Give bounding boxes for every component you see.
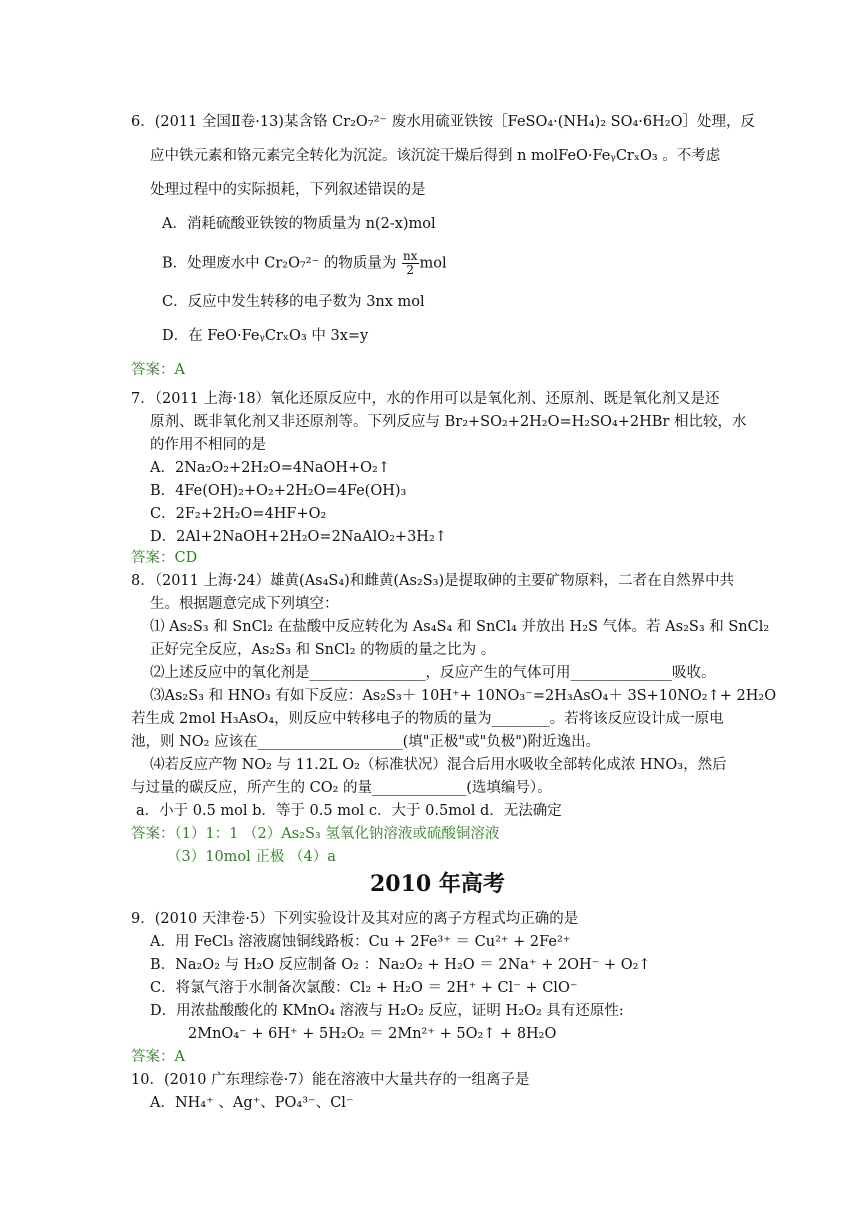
q9-option-c: C．将氯气溶于水制备次氯酸：Cl₂ + H₂O ＝ 2H⁺ + Cl⁻ + ClO⁻ [150, 980, 578, 996]
q6-stem-line3: 处理过程中的实际损耗，下列叙述错误的是 [150, 182, 426, 198]
q6-option-b-fraction [402, 250, 419, 277]
q7-stem-line3: 的作用不相同的是 [150, 437, 266, 453]
q6-option-a: A．消耗硫酸亚铁铵的物质量为 n(2-x)mol [162, 216, 436, 232]
q8-part3-line1: ⑶As₂S₃ 和 HNO₃ 有如下反应：As₂S₃＋ 10H⁺+ 10NO₃⁻=2H₃AsO₄＋ 3S+10NO₂↑+ 2H₂O [150, 688, 777, 704]
q7-stem-line2: 原剂、既非氧化剂又非还原剂等。下列反应与 Br₂+SO₂+2H₂O=H₂SO₄+2HBr 相比较，水 [150, 414, 747, 430]
q6-option-b [162, 250, 447, 277]
q10-stem-line1: 10．(2010 广东理综卷·7）能在溶液中大量共存的一组离子是 [131, 1072, 530, 1088]
fraction-numerator: nx [403, 249, 418, 263]
q8-part4-line2: 与过量的碳反应，所产生的 CO₂ 的量_____________(选填编号）。 [131, 780, 552, 796]
q9-option-a: A．用 FeCl₃ 溶液腐蚀铜线路板：Cu + 2Fe³⁺ ＝ Cu²⁺ + 2Fe²⁺ [150, 934, 571, 950]
section-title: 2010 年高考 [370, 871, 505, 897]
q8-part4-line1: ⑷若反应产物 NO₂ 与 11.2L O₂（标准状况）混合后用水吸收全部转化成浓 HNO₃，然后 [150, 757, 727, 773]
q6-answer: 答案：A [131, 362, 185, 378]
q6-option-c: C．反应中发生转移的电子数为 3nx mol [162, 294, 425, 310]
q7-option-d: D．2Al+2NaOH+2H₂O=2NaAlO₂+3H₂↑ [150, 529, 447, 545]
q9-option-b: B．Na₂O₂ 与 H₂O 反应制备 O₂ ：Na₂O₂ + H₂O ＝ 2Na⁺ + 2OH⁻ + O₂↑ [150, 957, 651, 973]
q7-option-b: B．4Fe(OH)₂+O₂+2H₂O=4Fe(OH)₃ [150, 483, 407, 499]
q8-stem-line1: 8．（2011 上海·24）雄黄(As₄S₄)和雌黄(As₂S₃)是提取砷的主要矿物原料，二者在自然界中共 [131, 573, 735, 589]
q6-stem-line1: 6．(2011 全国Ⅱ卷·13)某含铬 Cr₂O₇²⁻ 废水用硫亚铁铵［FeSO₄·(NH₄)₂ SO₄·6H₂O］处理，反 [131, 114, 755, 130]
q7-answer: 答案：CD [131, 550, 198, 566]
q6-stem-line2: 应中铁元素和铬元素完全转化为沉淀。该沉淀干燥后得到 n molFeO·FeᵧCrₓO₃ 。不考虑 [150, 148, 721, 164]
q10-option-a: A．NH₄⁺ 、Ag⁺、PO₄³⁻、Cl⁻ [150, 1095, 354, 1111]
q8-part2-line1: ⑵上述反应中的氧化剂是________________，反应产生的气体可用______________吸收。 [150, 665, 716, 681]
q7-option-a: A．2Na₂O₂+2H₂O=4NaOH+O₂↑ [150, 460, 391, 476]
q7-option-c: C．2F₂+2H₂O=4HF+O₂ [150, 506, 327, 522]
q6-option-d: D．在 FeO·FeᵧCrₓO₃ 中 3x=y [162, 328, 369, 344]
q8-part1-line1: ⑴ As₂S₃ 和 SnCl₂ 在盐酸中反应转化为 As₄S₄ 和 SnCl₄ 并放出 H₂S 气体。若 As₂S₃ 和 SnCl₂ [150, 619, 770, 635]
q9-option-d-line1: D．用浓盐酸酸化的 KMnO₄ 溶液与 H₂O₂ 反应，证明 H₂O₂ 具有还原性: [150, 1003, 624, 1019]
q8-part3-line2: 若生成 2mol H₃AsO₄，则反应中转移电子的物质的量为________。若将该反应设计成一原电 [131, 711, 724, 727]
q8-answer-line1: 答案：（1）1：1 （2）As₂S₃ 氢氧化钠溶液或硫酸铜溶液 [131, 826, 500, 842]
q9-option-d-line2: 2MnO₄⁻ + 6H⁺ + 5H₂O₂ ＝ 2Mn²⁺ + 5O₂↑ + 8H₂O [188, 1026, 557, 1042]
q9-answer: 答案：A [131, 1049, 185, 1065]
q6-option-b-prefix: B．处理废水中 Cr₂O₇²⁻ 的物质量为 [162, 255, 397, 272]
q8-stem-line2: 生。根据题意完成下列填空： [150, 596, 339, 612]
q8-part3-line3: 池，则 NO₂ 应该在____________________(填"正极"或"负极")附近逸出。 [131, 734, 601, 750]
q8-choices: a．小于 0.5 mol b．等于 0.5 mol c．大于 0.5mol d．无法确定 [136, 803, 562, 819]
fraction-denominator: 2 [406, 263, 415, 277]
q8-answer-line2: （3）10mol 正极 （4）a [167, 849, 336, 865]
q6-option-b-suffix: mol [419, 255, 447, 272]
q7-stem-line1: 7．（2011 上海·18）氧化还原反应中，水的作用可以是氧化剂、还原剂、既是氧化剂又是还 [131, 391, 720, 407]
q8-part1-line2: 正好完全反应，As₂S₃ 和 SnCl₂ 的物质的量之比为 。 [150, 642, 496, 658]
q9-stem-line1: 9．(2010 天津卷·5）下列实验设计及其对应的离子方程式均正确的是 [131, 911, 579, 927]
